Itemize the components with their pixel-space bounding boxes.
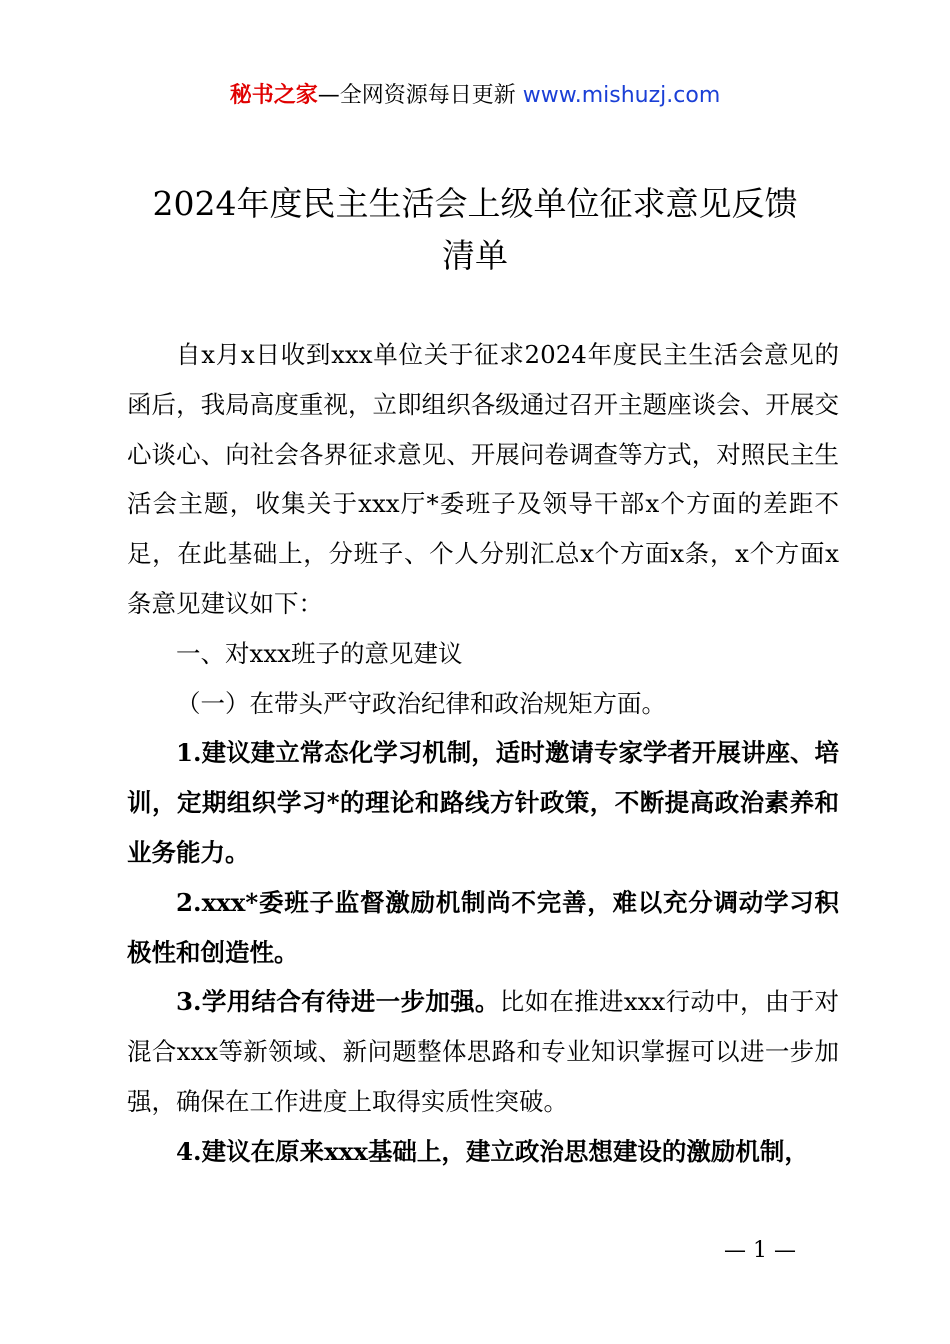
section-heading: 一、对xxx班子的意见建议	[176, 638, 463, 668]
suggestion-item-4: 4.建议在原来xxx基础上，建立政治思想建设的激励机制，	[176, 1136, 809, 1166]
suggestion-item-3-lead: 3.学用结合有待进一步加强。	[176, 987, 500, 1017]
page-number: — 1 —	[724, 1238, 796, 1263]
title-line-2: 清单	[442, 236, 508, 275]
subsection-heading: （一）在带头严守政治纪律和政治规矩方面。	[176, 688, 666, 718]
title-line-1: 2024年度民主生活会上级单位征求意见反馈	[152, 184, 798, 223]
suggestion-item-3	[127, 977, 839, 1126]
site-url-link[interactable]: www.mishuzj.com	[522, 83, 721, 108]
suggestion-item-3-body: 比如在推进xxx行动中，由于对混合xxx等新领域、新问题整体思路和专业知识掌握可以进一步加强，确保在工作进度上取得实质性突破。	[127, 987, 840, 1116]
suggestion-item-1: 1.建议建立常态化学习机制，适时邀请专家学者开展讲座、培训，定期组织学习*的理论和路线方针政策，不断提高政治素养和业务能力。	[127, 738, 839, 867]
site-tagline: —全网资源每日更新	[317, 83, 516, 108]
document-body	[127, 330, 839, 1177]
suggestion-item-2: 2.xxx*委班子监督激励机制尚不完善，难以充分调动学习积极性和创造性。	[127, 887, 839, 967]
site-header	[0, 80, 950, 112]
document-title	[125, 178, 825, 282]
intro-paragraph: 自x月x日收到xxx单位关于征求2024年度民主生活会意见的函后，我局高度重视，立即组织各级通过召开主题座谈会、开展交心谈心、向社会各界征求意见、开展问卷调查等方式，对照民主生活会主题，收集关于xxx厅*委班子及领导干部x个方面的差距不足，在此基础上，分班子、个人分别汇总x个方面x条，x个方面x条意见建议如下：	[127, 340, 839, 618]
site-brand: 秘书之家	[229, 83, 318, 108]
